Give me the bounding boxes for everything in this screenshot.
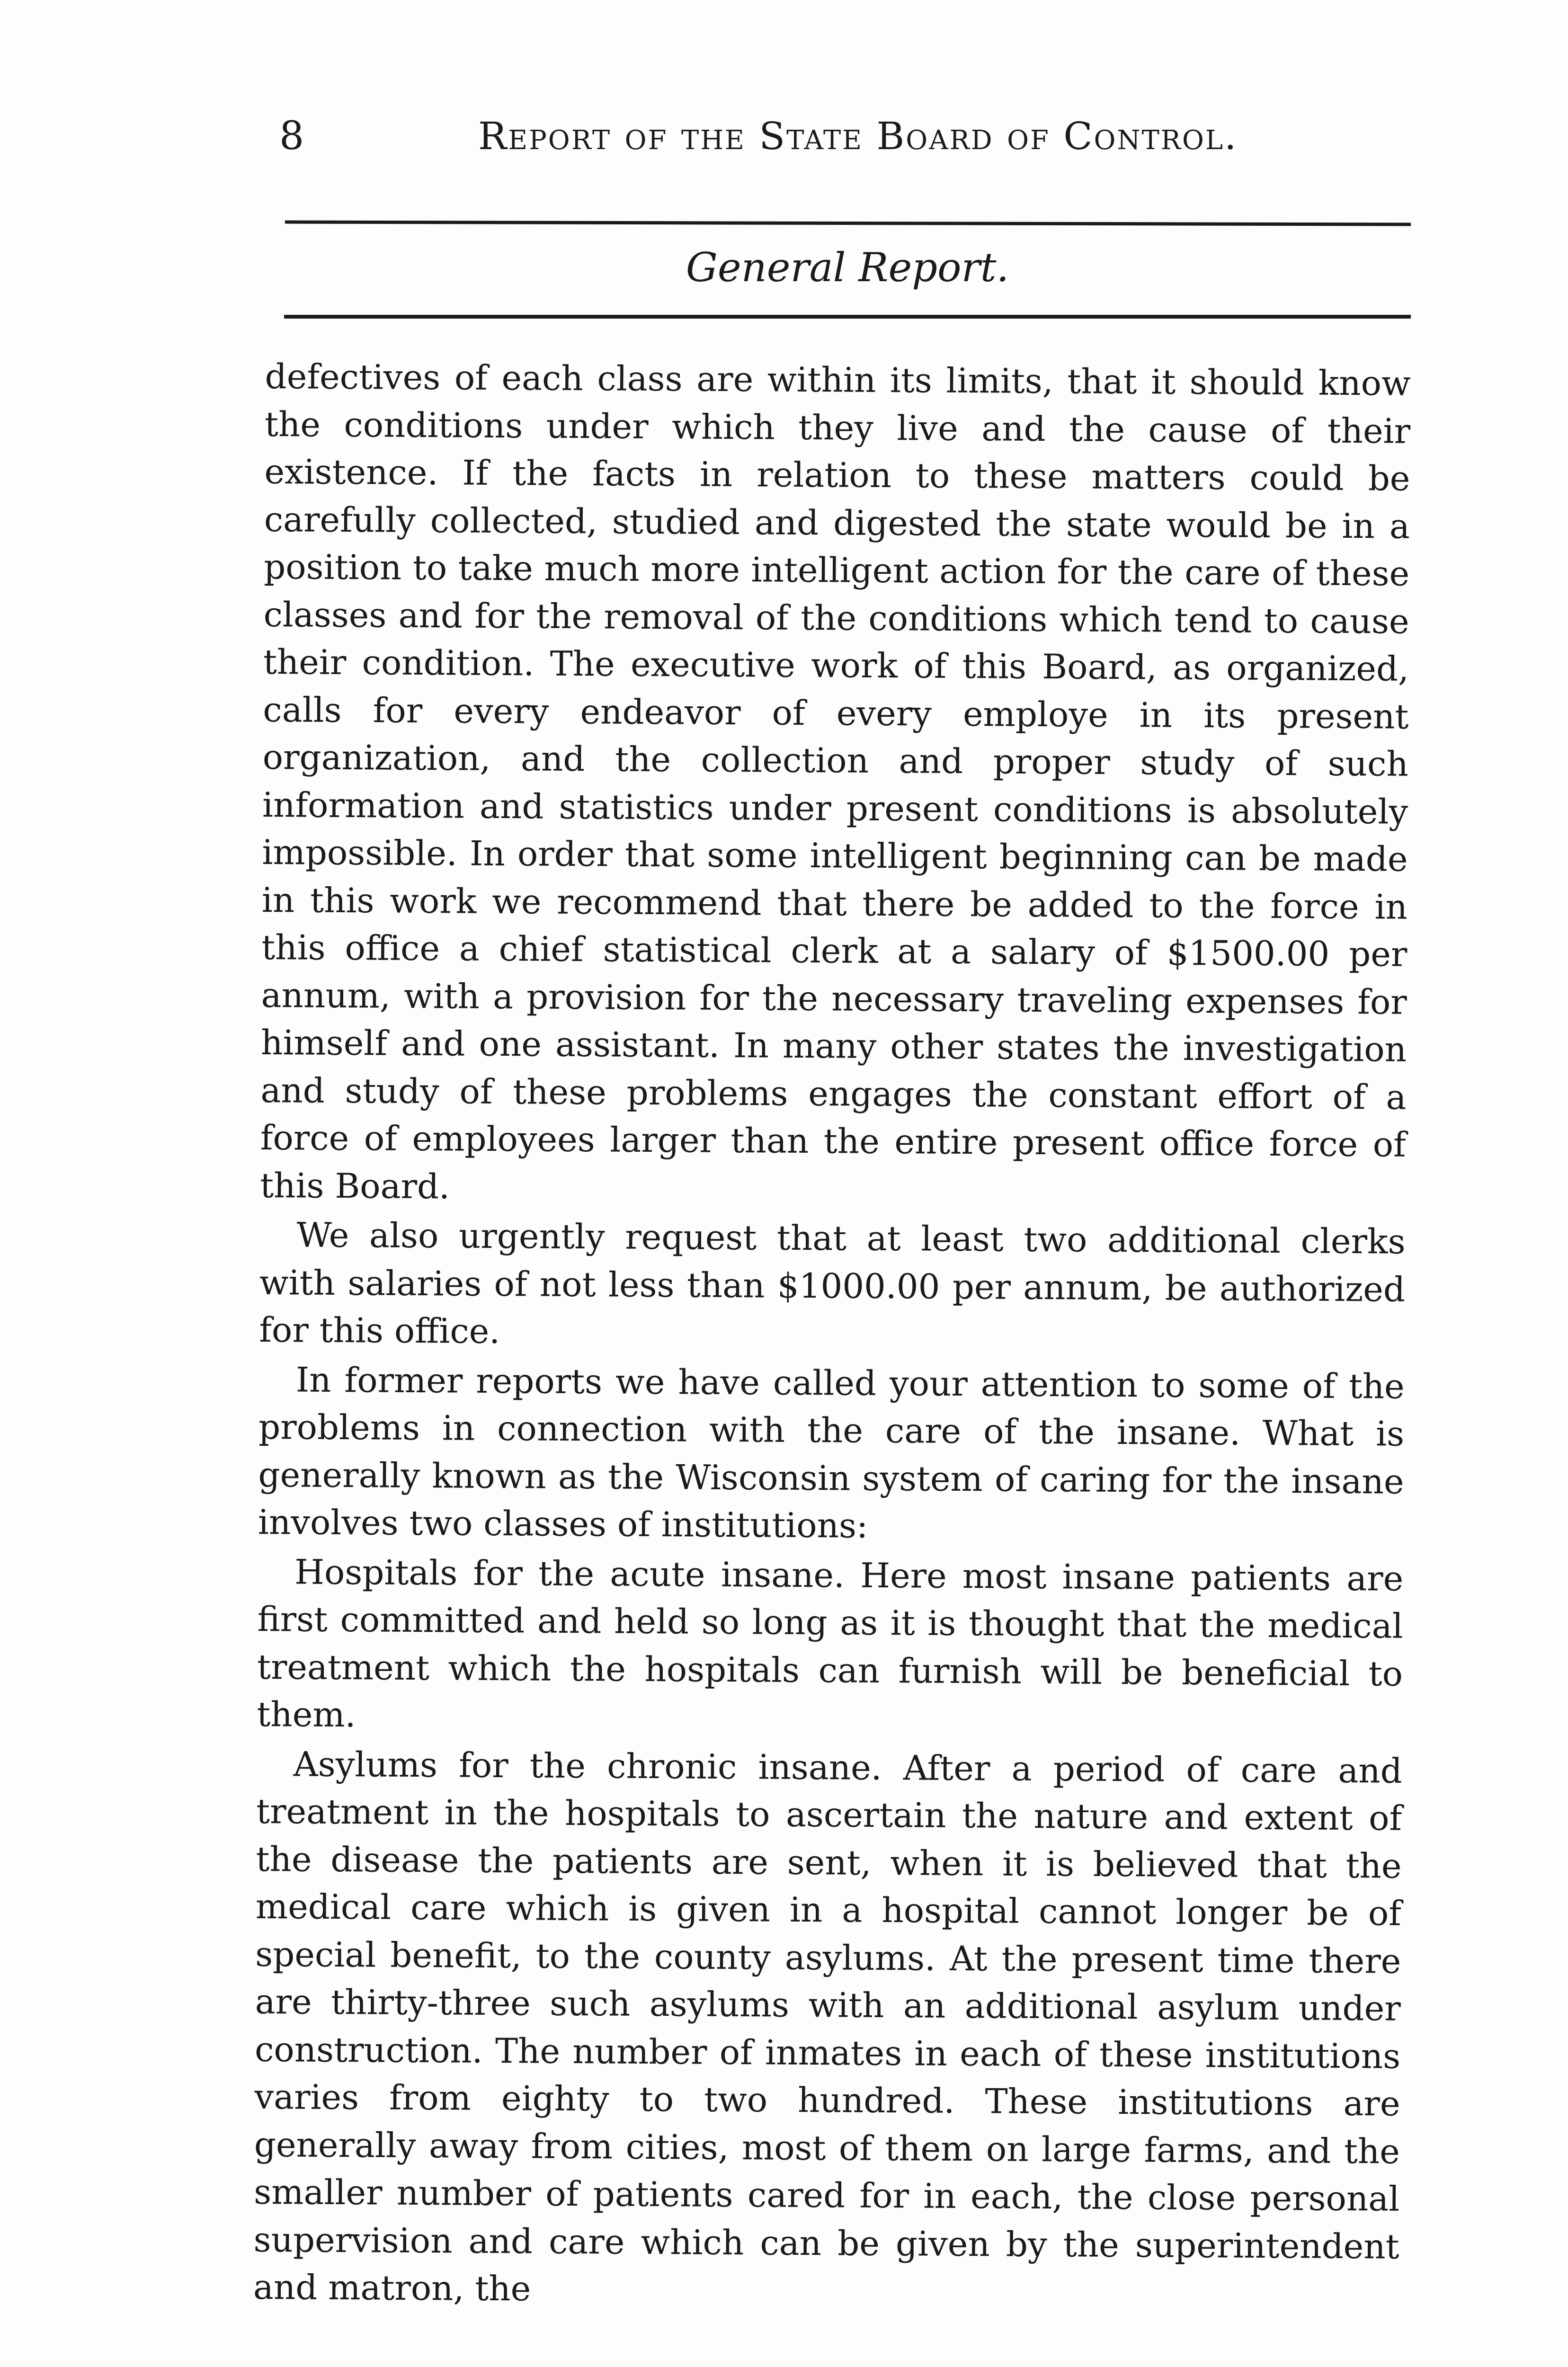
- paragraph-continuation: defectives of each class are within its limits, that it should know the conditions under which they live and the cause of their existence. If the facts in relation to these matters could be carefully collected, studied and digested the state would be in a position to take much more intelligent action for the care of these classes and for the removal of the conditions which tend to cause their condition. The executive work of this Board, as organized, calls for every endeavor of every employe in its present organization, and the collection and proper study of such information and statistics under present conditions is absolutely impossible. In order that some intelligent beginning can be made in this work we recommend that there be added to the force in this office a chief statistical clerk at a salary of $1500.00 per annum, with a provision for the necessary traveling expenses for himself and one assistant. In many other states the investigation and study of these problems engages the constant effort of a force of employees larger than the entire present office force of this Board.: [260, 356, 1411, 1206]
- running-head: [279, 108, 1411, 165]
- heading-rule: [284, 315, 1411, 319]
- running-title: Report of the State Board of Control.: [478, 114, 1238, 158]
- paragraph-former-reports: In former reports we have called your attention to some of the problems in connection with the care of the insane. What is generally known as the Wisconsin system of caring for the insane involves two classes of institutions:: [258, 1359, 1405, 1546]
- body-text: [253, 353, 1411, 2320]
- section-heading: General Report.: [686, 244, 1009, 291]
- paragraph-asylums: Asylums for the chronic insane. After a period of care and treatment in the hospitals to ascertain the nature and extent of the disease the patients are sent, when it is believed that the medical care which is given in a hospital cannot longer be of special benefit, to the county asylums. At the present time there are thirty-three such asylums with an additional asylum under construction. The number of inmates in each of these institutions varies from eighty to two hundred. These institutions are generally away from cities, most of them on large farms, and the smaller number of patients cared for in each, the close personal supervision and care which can be given by the superintendent and matron, the: [253, 1744, 1403, 2309]
- page-number: 8: [279, 114, 304, 159]
- paragraph-hospitals: Hospitals for the acute insane. Here most insane patients are first committed and held so long as it is thought that the medical treatment which the hospitals can furnish will be beneficial to them.: [257, 1551, 1404, 1735]
- paragraph-clerks-request: We also urgently request that at least two additional clerks with salaries of not less than $1000.00 per annum, be authorized for this office.: [259, 1215, 1406, 1352]
- top-rule: [285, 221, 1411, 226]
